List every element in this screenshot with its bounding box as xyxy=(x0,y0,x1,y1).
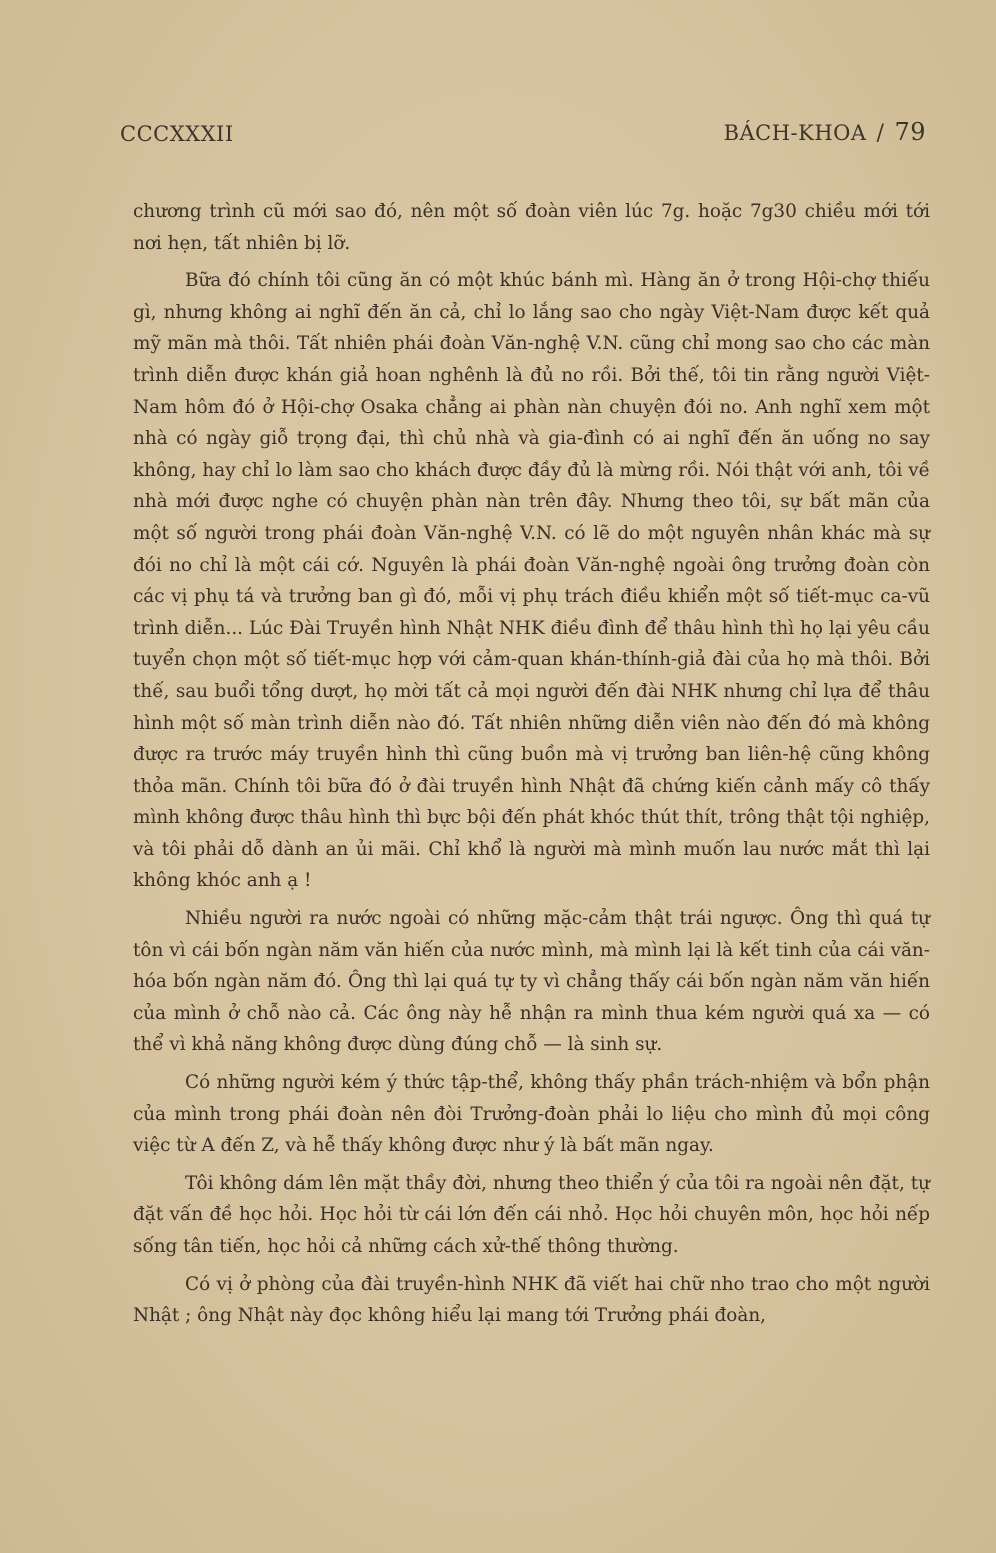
paragraph: Tôi không dám lên mặt thầy đời, nhưng theo thiển ý của tôi ra ngoài nên đặt, tự đặt vấn đề học hỏi. Học hỏi từ cái lớn đến cái nhỏ. Học hỏi chuyên môn, học hỏi nếp sống tân tiến, học hỏi cả những cách xử-thế thông thường. xyxy=(133,1172,930,1257)
publication-header xyxy=(724,118,926,146)
paragraph-continuation: chương trình cũ mới sao đó, nên một số đoàn viên lúc 7g. hoặc 7g30 chiều mới tới nơi hẹn, tất nhiên bị lỡ. xyxy=(133,201,930,254)
paragraph: Bữa đó chính tôi cũng ăn có một khúc bánh mì. Hàng ăn ở trong Hội-chợ thiếu gì, nhưng không ai nghĩ đến ăn cả, chỉ lo lắng sao cho ngày Việt-Nam được kết quả mỹ mãn mà thôi. Tất nhiên phái đoàn Văn-nghệ V.N. cũng chỉ mong sao cho các màn trình diễn được khán giả hoan nghênh là đủ no rồi. Bởi thế, tôi tin rằng người Việt-Nam hôm đó ở Hội-chợ Osaka chẳng ai phàn nàn chuyện đói no. Anh nghĩ xem một nhà có ngày giỗ trọng đại, thì chủ nhà và gia-đình có ai nghĩ đến ăn uống no say không, hay chỉ lo làm sao cho khách được đầy đủ là mừng rồi. Nói thật với anh, tôi về nhà mới được nghe có chuyện phàn nàn trên đây. Nhưng theo tôi, sự bất mãn của một số người trong phái đoàn Văn-nghệ V.N. có lẽ do một nguyên nhân khác mà sự đói no chỉ là một cái cớ. Nguyên là phái đoàn Văn-nghệ ngoài ông trưởng đoàn còn các vị phụ tá và trưởng ban gì đó, mỗi vị phụ trách điều khiển một số tiết-mục ca-vũ trình diễn... Lúc Đài Truyền hình Nhật NHK điều đình để thâu hình thì họ lại yêu cầu tuyển chọn một số tiết-mục hợp với cảm-quan khán-thính-giả đài của họ mà thôi. Bởi thế, sau buổi tổng dượt, họ mời tất cả mọi người đến đài NHK nhưng chỉ lựa để thâu hình một số màn trình diễn nào đó. Tất nhiên những diễn viên nào đến đó mà không được ra trước máy truyền hình thì cũng buồn mà vị trưởng ban liên-hệ cũng không thỏa mãn. Chính tôi bữa đó ở đài truyền hình Nhật đã chứng kiến cảnh mấy cô thấy mình không được thâu hình thì bực bội đến phát khóc thút thít, trông thật tội nghiệp, và tôi phải dỗ dành an ủi mãi. Chỉ khổ là người mà mình muốn lau nước mắt thì lại không khóc anh ạ ! xyxy=(133,270,930,892)
paragraph: Có những người kém ý thức tập-thể, không thấy phần trách-nhiệm và bổn phận của mình trong phái đoàn nên đòi Trưởng-đoàn phải lo liệu cho mình đủ mọi công việc từ A đến Z, và hễ thấy không được như ý là bất mãn ngay. xyxy=(133,1072,930,1157)
running-header xyxy=(120,118,926,154)
article-body xyxy=(133,196,930,1338)
page-number: 79 xyxy=(894,118,926,146)
header-separator: / xyxy=(876,121,885,146)
paragraph: Có vị ở phòng của đài truyền-hình NHK đã viết hai chữ nho trao cho một người Nhật ; ông Nhật này đọc không hiểu lại mang tới Trưởng phái đoàn, xyxy=(133,1273,930,1327)
publication-name: BÁCH-KHOA xyxy=(723,121,867,145)
paragraph: Nhiều người ra nước ngoài có những mặc-cảm thật trái ngược. Ông thì quá tự tôn vì cái bốn ngàn năm văn hiến của nước mình, mà mình lại là kết tinh của cái văn-hóa bốn ngàn năm đó. Ông thì lại quá tự ty vì chẳng thấy cái bốn ngàn năm văn hiến của mình ở chỗ nào cả. Các ông này hễ nhận ra mình thua kém người quá xa — có thể vì khả năng không được dùng đúng chỗ — là sinh sự. xyxy=(133,908,930,1056)
section-number: CCCXXXII xyxy=(120,122,234,146)
